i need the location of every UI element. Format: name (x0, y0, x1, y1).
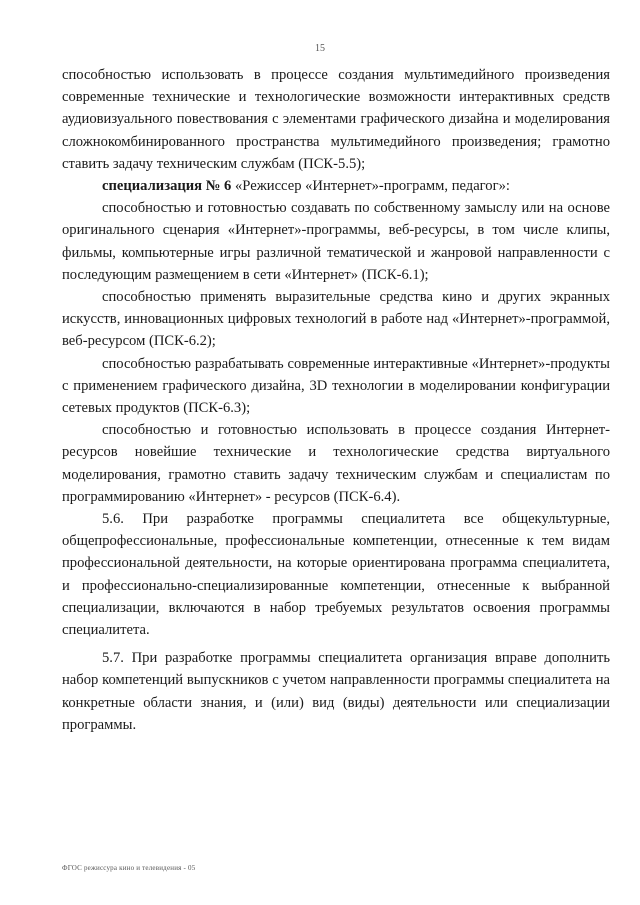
document-body (62, 64, 610, 736)
footer-note: ФГОС режиссура кино и телевидения - 05 (62, 864, 196, 872)
paragraph-specialization-6 (62, 175, 610, 197)
paragraph-psk-6-4: способностью и готовностью использовать в процессе создания Интернет-ресурсов новейшие технические и технологические средства виртуального моделирования, грамотно ставить задачу техническим службам и специалистам по программированию «Интернет» - ресурсов (ПСК-6.4). (62, 422, 610, 505)
paragraph-5-7: 5.7. При разработке программы специалитета организация вправе дополнить набор компетенций выпускников с учетом направленности программы специалитета на конкретные области знания, и (или) вид (виды) деятельности или специализации программы. (62, 650, 610, 733)
paragraph-5-6: 5.6. При разработке программы специалитета все общекультурные, общепрофессиональные, профессиональные компетенции, отнесенные к тем видам профессиональной деятельности, на которые ориентирована программа специалитета, и профессионально-специализированные компетенции, отнесенные к выбранной специализации, включаются в набор требуемых результатов освоения программы специалитета. (62, 511, 610, 639)
specialization-heading: специализация № 6 (102, 178, 232, 195)
page-number: 15 (315, 43, 325, 54)
paragraph-psk-6-3: способностью разрабатывать современные интерактивные «Интернет»-продукты с применением графического дизайна, 3D технологии в моделировании конфигурации сетевых продуктов (ПСК-6.3); (62, 355, 610, 417)
paragraph-psk-6-1: способностью и готовностью создавать по собственному замыслу или на основе оригинального сценария «Интернет»-программы, веб-ресурсы, в том числе клипы, фильмы, компьютерные игры различной тематической и жанровой направленности с последующим размещением в сети «Интернет» (ПСК-6.1); (62, 200, 610, 283)
paragraph-psk-5-5: способностью использовать в процессе создания мультимедийного произведения современные технические и технологические возможности интерактивных средств аудиовизуального повествования с элементами графического дизайна и моделирования сложнокомбинированного пространства мультимедийного произведения; грамотно ставить задачу техническим службам (ПСК-5.5); (62, 67, 610, 172)
specialization-title: «Режиссер «Интернет»-программ, педагог»: (231, 178, 510, 195)
paragraph-psk-6-2: способностью применять выразительные средства кино и других экранных искусств, инновационных цифровых технологий в работе над «Интернет»-программой, веб-ресурсом (ПСК-6.2); (62, 289, 610, 350)
